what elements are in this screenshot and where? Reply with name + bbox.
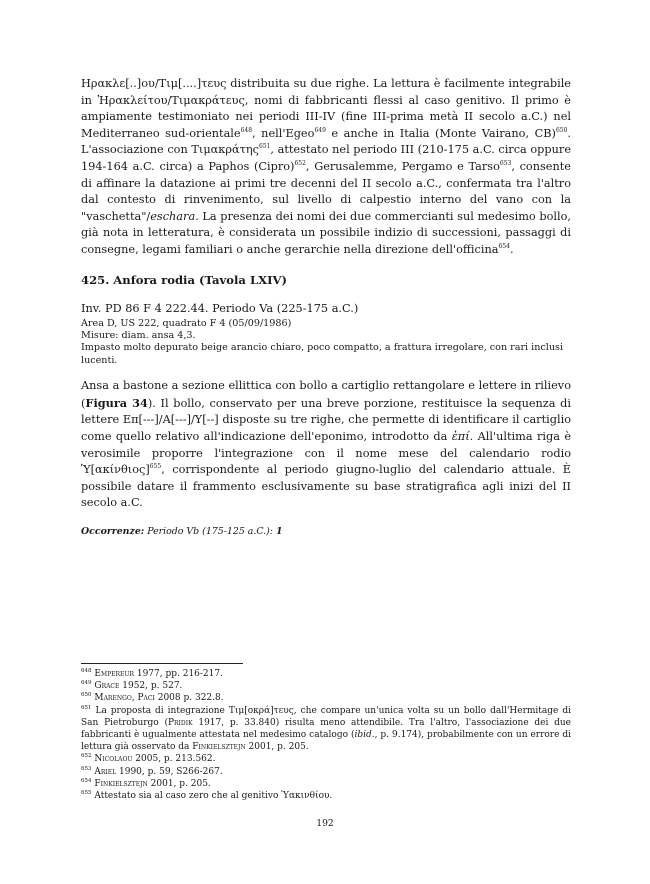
catalog-heading: 425. Anfora rodia (Tavola LXIV) [81, 272, 288, 287]
footnote-ref-655[interactable]: 655 [149, 463, 162, 471]
footnote-654: $^{654}$ Finkielsztejn 2001, p. 205. [81, 777, 211, 789]
footnotes [81, 668, 571, 802]
figure-reference[interactable]: Figura 34 [85, 395, 148, 410]
footnote-ref-650[interactable]: 650 [555, 127, 568, 135]
inventory-line: Inv. PD 86 F 4 222.44. Periodo Va (225-175 a.C.) [81, 301, 359, 315]
main-text-column [81, 76, 571, 537]
footnote-ref-653[interactable]: 653 [499, 160, 512, 168]
footnote-ref-654[interactable]: 654 [498, 243, 510, 251]
footnote-ref-648[interactable]: 648 [240, 127, 253, 135]
footnote-653: $^{653}$ Ariel 1990, p. 59, S266-267. [81, 765, 223, 777]
footnote-649: $^{649}$ Grace 1952, p. 527. [81, 680, 183, 692]
footnote-652: $^{652}$ Nicolaou 2005, p. 213.562. [81, 753, 216, 765]
catalog-entry [81, 301, 571, 368]
fabric-line: Impasto molto depurato beige arancio chiaro, poco compatto, a frattura irregolare, con rari inclusi lucenti. [81, 342, 564, 366]
area-line: Area D, US 222, quadrato F 4 (05/09/1986) [81, 317, 292, 329]
page-number: 192 [316, 818, 334, 829]
paragraph-description: Ansa a bastone a sezione ellittica con bollo a cartiglio rettangolare e lettere in rilievo (Figura 34). Il bollo, conservato per una breve porzione, restituisce la sequenza di lettere Επ[---]/Α[---]/Υ[--] disposte su tre righe, che permette di identificare il cartiglio come quello relativo all'indicazione dell'eponimo, introdotto da ἐπί. All'ultima riga è verosimile proporre l'integrazione con il nome mese del calendario rodio $Ὑ[\alpha\kappa ί\nu\theta\iota o\varsigma]^{655}$, corrispondente al periodo giugno-luglio del calendario attuale. È possibile datare il frammento esclusivamente su base stratigrafica agli inizi del II secolo a.C. [81, 379, 572, 510]
footnote-650: $^{650}$ Marengo, Paci 2008 p. 322.8. [81, 692, 224, 704]
footnote-655: $^{655}$ Attestato sia al caso zero che al genitivo Ὑακινθίου. [81, 790, 333, 802]
footnote-648: $^{648}$ Empereur 1977, pp. 216-217. [81, 668, 223, 679]
occurrences-line: Occorrenze: Periodo Vb (175-125 a.C.): 1 [81, 525, 283, 537]
footnote-651: $^{651}$ La proposta di integrazione Τιμ[οκρά]τευς, che compare un'unica volta su un bollo dall'Hermitage di San Pietroburgo (Pridik 1917, p. 33.840) risulta meno attendibile. Tra l'altro, l'associazione dei due fabbricanti è ugualmente attestata nel medesimo catalogo (ibid., p. 9.174), probabilmente con un errore di lettura già osservato da Finkielsztejn 2001, p. 205. [81, 704, 572, 753]
footnote-ref-649[interactable]: 649 [314, 127, 326, 135]
paragraph-intro: Ηρακλε[..]ου/Τιμ[....]τευς distribuita su due righe. La lettura è facilmente integrabile in Ἡρακλείτου/Τιμακράτευς, nomi di fabbricanti flessi al caso genitivo. Il primo è ampiamente testimoniato nei periodi III-IV (fine III-prima metà II secolo a.C.) nel Mediterraneo sud-orientale$^{648}$, nell'Egeo$^{649}$ e anche in Italia (Monte Vairano, CB)$^{650}$. L'associazione con Τιμακράτης$^{651}$, attestato nel periodo III (210-175 a.C. circa oppure 194-164 a.C. circa) a Paphos (Cipro)$^{652}$, Gerusalemme, Pergamo e Tarso$^{653}$, consente di affinare la datazione ai primi tre decenni del II secolo a.C., confermata tra l'altro dal contesto di rinvenimento, sul livello di calpestio interno del vano con la "vaschetta"/eschara. La presenza dei nomi dei due commercianti sul medesimo bollo, già nota in letteratura, è considerata un possibile indizio di successioni, passaggi di consegne, legami familiari o anche gerarchie nella direzione dell'officina$^{654}$. [81, 77, 572, 256]
footnote-separator [81, 663, 243, 664]
measures-line: Misure: diam. ansa 4,3. [81, 329, 196, 341]
footnote-ref-652[interactable]: 652 [294, 160, 306, 168]
footnote-ref-651[interactable]: 651 [258, 143, 271, 151]
